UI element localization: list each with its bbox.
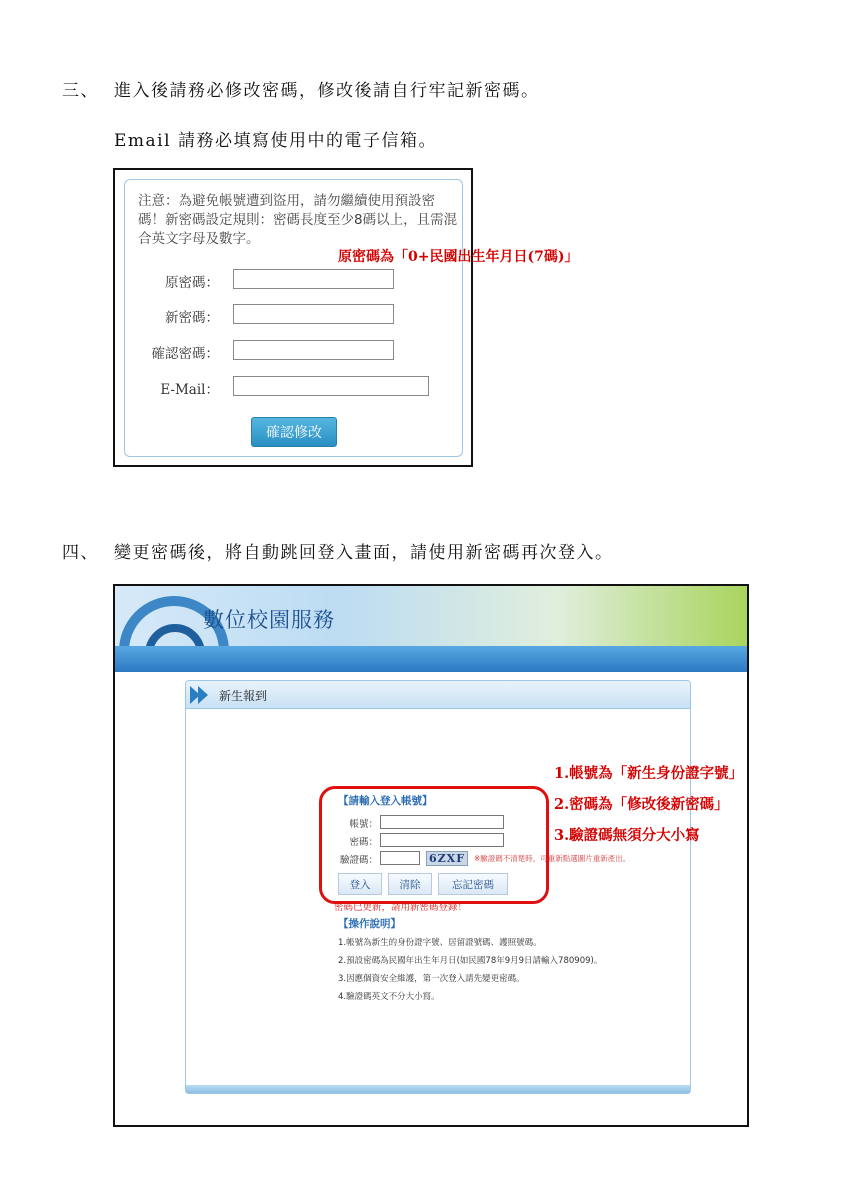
account-label: 帳號： <box>349 819 378 830</box>
login-page-screenshot <box>113 584 749 1127</box>
captcha-annotation: 3.驗證碼無須分大小寫 <box>554 827 700 844</box>
confirm-password-row <box>125 340 464 362</box>
login-heading: 【請輸入登入帳號】 <box>338 795 433 807</box>
password-rule-notice: 注意：為避免帳號遭到盜用，請勿繼續使用預設密碼！新密碼設定規則：密碼長度至少8碼以上，且需混合英文字母及數字。 <box>138 193 458 247</box>
change-password-panel <box>124 179 463 457</box>
email-row <box>125 376 464 398</box>
step-4-heading <box>62 538 614 563</box>
email-label: E-Mail： <box>160 382 219 398</box>
step-4-text: 變更密碼後，將自動跳回登入畫面，請使用新密碼再次登入。 <box>114 543 614 563</box>
instructions-heading: 【操作說明】 <box>338 918 401 930</box>
panel-title: 新生報到 <box>219 689 268 703</box>
login-form-highlight <box>319 786 549 904</box>
portal-banner <box>115 586 747 646</box>
step-3-heading <box>62 76 540 101</box>
chevron-right-icon <box>198 686 208 704</box>
new-password-row <box>125 304 464 326</box>
instruction-item: 1.帳號為新生的身份證字號、居留證號碼、護照號碼。 <box>338 938 542 948</box>
panel-header <box>186 681 690 709</box>
step-4-number: 四、 <box>62 543 99 563</box>
panel-footer <box>186 1085 690 1093</box>
portal-title: 數位校園服務 <box>203 608 335 632</box>
account-annotation: 1.帳號為「新生身份證字號」 <box>554 765 744 782</box>
password-updated-message: 密碼已更新，請用新密碼登錄！ <box>334 902 468 913</box>
login-button[interactable]: 登入 <box>338 873 382 895</box>
clear-button[interactable]: 清除 <box>388 873 432 895</box>
captcha-tip: ※驗證碼不清楚時，可重新點選圖片重新產出。 <box>474 854 631 863</box>
old-password-label: 原密碼： <box>165 275 219 291</box>
confirm-password-label: 確認密碼： <box>151 346 219 362</box>
old-password-row <box>125 269 464 291</box>
step-3-email-note: Email 請務必填寫使用中的電子信箱。 <box>114 131 437 151</box>
password-annotation: 2.密碼為「修改後新密碼」 <box>554 796 729 813</box>
email-input[interactable] <box>233 376 429 396</box>
forgot-password-button[interactable]: 忘記密碼 <box>438 873 508 895</box>
old-password-input[interactable] <box>233 269 394 289</box>
confirm-password-input[interactable] <box>233 340 394 360</box>
instruction-item: 3.因應個資安全維護，第一次登入請先變更密碼。 <box>338 974 525 984</box>
original-password-annotation: 原密碼為「0+民國出生年月日(7碼)」 <box>338 249 579 265</box>
step-3-number: 三、 <box>62 81 99 101</box>
instruction-item: 2.預設密碼為民國年出生年月日(如民國78年9月9日請輸入780909)。 <box>338 956 603 966</box>
step-3-text: 進入後請務必修改密碼，修改後請自行牢記新密碼。 <box>114 81 540 101</box>
new-password-label: 新密碼： <box>165 310 219 326</box>
captcha-label: 驗證碼： <box>339 855 378 866</box>
password-label: 密碼： <box>349 837 378 848</box>
portal-nav-bar <box>115 646 747 672</box>
confirm-change-button[interactable]: 確認修改 <box>251 417 337 447</box>
new-password-input[interactable] <box>233 304 394 324</box>
change-password-screenshot <box>113 168 473 467</box>
instruction-item: 4.驗證碼英文不分大小寫。 <box>338 992 440 1002</box>
captcha-image[interactable]: 6ZXF <box>426 851 468 866</box>
